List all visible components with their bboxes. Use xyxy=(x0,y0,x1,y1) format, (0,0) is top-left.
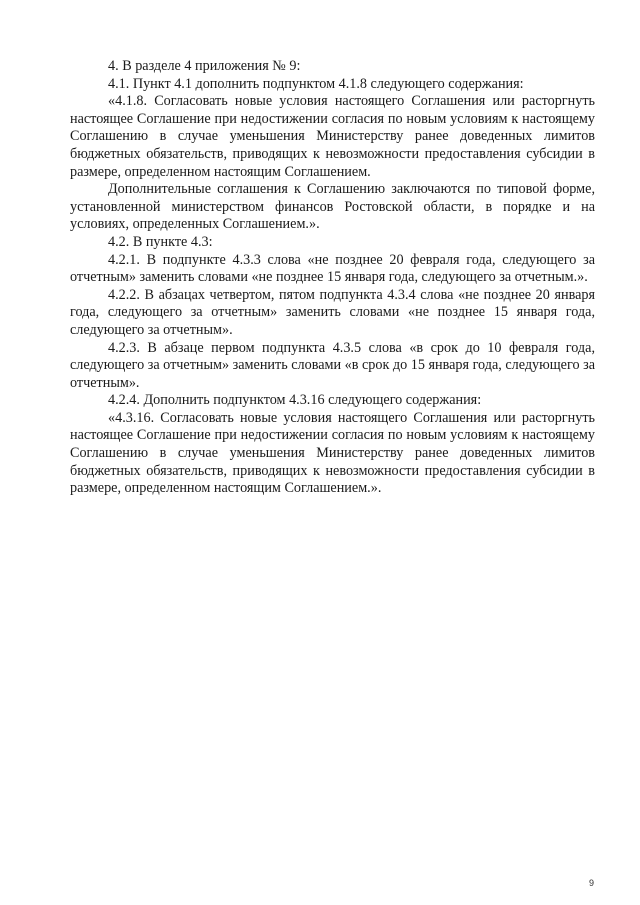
section-heading: 4. В разделе 4 приложения № 9: xyxy=(108,58,301,74)
paragraph-4-3-16: «4.3.16. Согласовать новые условия настоящего Соглашения или расторгнуть настоящее Соглашение при недостижении согласия по новым условиям к настоящему Соглашению в случае уменьшения Министерству ранее доведенных лимитов бюджетных обязательств, приводящих к невозможности предоставления субсидии в размере, определенном настоящим Соглашением.». xyxy=(70,409,595,497)
paragraph-4-1: 4.1. Пункт 4.1 дополнить подпунктом 4.1.8 следующего содержания: xyxy=(108,75,524,92)
paragraph-4-2-3: 4.2.3. В абзаце первом подпункта 4.3.5 слова «в срок до 10 февраля года, следующего за отчетным» заменить словами «в срок до 15 января года, следующего за отчетным». xyxy=(70,339,595,391)
paragraph-4-1-8: «4.1.8. Согласовать новые условия настоящего Соглашения или расторгнуть настоящее Соглашение при недостижении согласия по новым условиям к настоящему Соглашению в случае уменьшения Министерству ранее доведенных лимитов бюджетных обязательств, приводящих к невозможности предоставления субсидии в размере, определенном настоящим Соглашением. xyxy=(70,93,595,180)
paragraph-4-2-4: 4.2.4. Дополнить подпунктом 4.3.16 следующего содержания: xyxy=(108,392,482,409)
paragraph-4-2-2: 4.2.2. В абзацах четвертом, пятом подпункта 4.3.4 слова «не позднее 20 января года, следующего за отчетным» заменить словами «не позднее 15 января года, следующего за отчетным». xyxy=(70,286,595,338)
document-body xyxy=(70,58,595,498)
paragraph-additional-agreements: Дополнительные соглашения к Соглашению заключаются по типовой форме, установленной министерством финансов Ростовской области, в порядке и на условиях, определенных Соглашением.». xyxy=(70,181,595,233)
page-number: 9 xyxy=(588,878,594,888)
paragraph-4-2-1: 4.2.1. В подпункте 4.3.3 слова «не позднее 20 февраля года, следующего за отчетным» заменить словами «не позднее 15 января года, следующего за отчетным.». xyxy=(70,251,595,286)
paragraph-4-2: 4.2. В пункте 4.3: xyxy=(108,233,213,250)
